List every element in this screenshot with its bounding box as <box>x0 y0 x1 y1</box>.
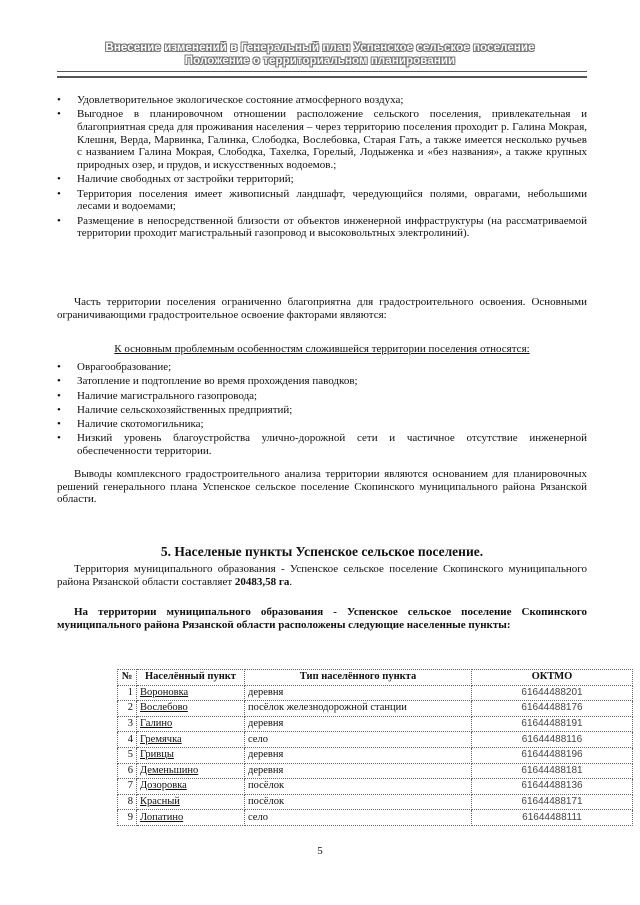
table-row: 6 Деменьшино деревня 61644488181 <box>118 763 633 779</box>
page-number: 5 <box>317 845 323 857</box>
table-row: 7 Дозоровка посёлок 61644488136 <box>118 779 633 795</box>
settlements-intro: На территории муниципального образования - Успенское сельское поселение Скопинского муниципального района Рязанской области расположены следующие населенные пункты: <box>57 606 587 631</box>
problems-block <box>57 361 587 459</box>
territory-paragraph: Территория муниципального образования - Успенское сельское поселение Скопинского муниципального района Рязанской области составляет 20483,58 га. <box>57 563 587 588</box>
limitations-paragraph: Часть территории поселения ограниченно благоприятна для градостроительного освоения. Основными ограничивающими градостроительное освоение факторами являются: <box>57 296 587 321</box>
page-header <box>0 42 640 68</box>
territory-area: 20483,58 га <box>234 575 290 588</box>
problems-heading: К основным проблемным особенностям сложившейся территории поселения относятся: <box>114 343 530 355</box>
settlement-link[interactable]: Вороновка <box>137 685 245 701</box>
list-item: • Удовлетворительное экологическое состояние атмосферного воздуха; <box>57 94 404 106</box>
table-row: 4 Гремячка село 61644488116 <box>118 732 633 748</box>
advantages-list <box>57 94 587 240</box>
settlement-link[interactable]: Лопатино <box>137 810 245 826</box>
bullet: • <box>57 108 61 121</box>
table-row: 3 Галино деревня 61644488191 <box>118 716 633 732</box>
table-row: 8 Красный посёлок 61644488171 <box>118 794 633 810</box>
col-header-type: Тип населённого пункта <box>245 670 472 686</box>
table-row: 5 Гривцы деревня 61644488196 <box>118 747 633 763</box>
settlement-link[interactable]: Гремячка <box>137 732 245 748</box>
problems-list <box>57 361 587 458</box>
list-item: • Территория поселения имеет живописный ландшафт, чередующийся полями, оврагами, небольшими лесами и водоемами; <box>57 187 587 213</box>
list-item: • Выгодное в планировочном отношении расположение сельского поселения, привлекательная и благоприятная среда для проживания населения – через территорию поселения проходит р. Галина Мокрая, Клешня, Верда, Марвинка, Галинка, Слободка, Вослебовка, Старая Гать, а также имеется несколько ручьев с названием Галина Мокрая, Слободка, Тахелка, Горелый, Лодыженка и «без названия», а также крупных природных озер, и прудов, и искусственных водоемов.; <box>57 108 587 172</box>
bullet: • <box>57 94 61 106</box>
list-item: • Затопление и подтопление во время прохождения паводков; <box>57 375 358 388</box>
table-row: 1 Вороновка деревня 61644488201 <box>118 685 633 701</box>
conclusion-paragraph: Выводы комплексного градостроительного анализа территории являются основанием для планировочных решений генерального плана Успенское сельское поселение Скопинского муниципального района Рязанской области. <box>57 468 587 506</box>
settlement-link[interactable]: Вослебово <box>137 701 245 717</box>
bullet: • <box>57 389 61 402</box>
section-title: 5. Населеные пункты Успенское сельское поселение. <box>160 544 484 559</box>
settlement-link[interactable]: Гривцы <box>137 747 245 763</box>
list-item: • Наличие магистрального газопровода; <box>57 389 258 402</box>
list-item: • Наличие свободных от застройки территорий; <box>57 173 294 186</box>
bullet: • <box>57 173 61 186</box>
list-item: • Размещение в непосредственной близости от объектов инженерной инфраструктуры (на рассматриваемой территории проходит магистральный газопровод и высоковольтных электролиний). <box>57 214 587 240</box>
col-header-oktmo: ОКТМО <box>472 670 633 686</box>
col-header-settlement: Населённый пункт <box>137 670 245 686</box>
list-item: • Низкий уровень благоустройства улично-дорожной сети и частичное отсутствие инженерной обеспеченности территории. <box>57 432 587 458</box>
bullet: • <box>57 361 61 373</box>
list-item: • Наличие сельскохозяйственных предприятий; <box>57 403 293 416</box>
settlement-link[interactable]: Красный <box>137 794 245 810</box>
table-row: 2 Вослебово посёлок железнодорожной станции 61644488176 <box>118 701 633 717</box>
list-item: • Оврагообразование; <box>57 361 172 373</box>
bullet: • <box>57 432 61 445</box>
bullet: • <box>57 418 61 431</box>
settlements-table <box>117 669 633 826</box>
header-line-1: Внесение изменений в Генеральный план Успенское сельское поселение <box>105 42 535 54</box>
header-divider <box>57 71 587 78</box>
advantages-block <box>57 94 587 242</box>
bullet: • <box>57 214 61 227</box>
settlement-link[interactable]: Деменьшино <box>137 763 245 779</box>
table-row: 9 Лопатино село 61644488111 <box>118 810 633 826</box>
header-line-2: Положение о территориальном планировании <box>184 55 456 67</box>
col-header-number: № <box>118 670 137 686</box>
settlement-link[interactable]: Галино <box>137 716 245 732</box>
bullet: • <box>57 375 61 388</box>
bullet: • <box>57 403 61 416</box>
settlement-link[interactable]: Дозоровка <box>137 779 245 795</box>
table-header-row <box>118 670 633 686</box>
list-item: • Наличие скотомогильника; <box>57 418 204 431</box>
bullet: • <box>57 187 61 200</box>
